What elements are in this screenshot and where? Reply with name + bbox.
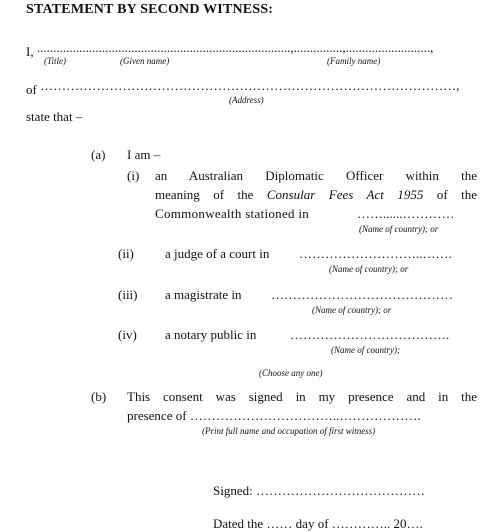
- hint-family-name: (Family name): [327, 56, 381, 66]
- name-entry-field[interactable]: ..............................................................................,...............,..........................,: [36, 40, 434, 55]
- hint-country-i: (Name of country); or: [359, 224, 439, 234]
- item-b-line1: This consent was signed in my presence and in the: [127, 389, 477, 404]
- signed-label: Signed:: [213, 483, 253, 498]
- item-ii-text: a judge of a court in: [165, 246, 270, 261]
- item-b-line2-pre: presence of: [127, 408, 187, 423]
- item-i-line3-pre: Commonwealth stationed in: [155, 206, 310, 221]
- address-entry-field[interactable]: ……………………………………………………………………………………,: [40, 78, 460, 93]
- act-name: Consular Fees Act 1955: [266, 187, 424, 202]
- country-ii-entry-field[interactable]: ………………………..…….: [299, 246, 452, 261]
- item-i-label: (i): [127, 168, 140, 183]
- state-that-text: state that –: [26, 109, 83, 124]
- item-b-line2: [127, 408, 421, 424]
- item-i-line1: an Australian Diplomatic Officer within the: [155, 168, 477, 183]
- item-iii-label: (iii): [118, 287, 138, 302]
- first-witness-entry-field[interactable]: ……………………………..……………….: [189, 408, 421, 423]
- item-ii-label: (ii): [118, 246, 134, 261]
- dated-line[interactable]: Dated the …… day of ………….. 20….: [213, 516, 423, 531]
- hint-given-name: (Given name): [120, 56, 170, 66]
- statement-heading: STATEMENT BY SECOND WITNESS:: [26, 2, 274, 17]
- item-a-lead: I am –: [127, 147, 161, 162]
- address-line-prefix: of: [26, 82, 41, 97]
- hint-first-witness: (Print full name and occupation of first witness): [202, 426, 376, 436]
- item-iii-text: a magistrate in: [165, 287, 242, 302]
- country-iii-entry-field[interactable]: ……………………………………: [271, 287, 453, 302]
- item-i-line2-post: of the: [423, 187, 477, 202]
- hint-address: (Address): [229, 95, 264, 105]
- hint-country-iii: (Name of country); or: [312, 305, 392, 315]
- item-a-label: (a): [91, 147, 106, 162]
- signature-entry-field[interactable]: …………………………………: [255, 483, 425, 498]
- hint-country-ii: (Name of country); or: [329, 264, 409, 274]
- item-i-line2: [155, 187, 477, 203]
- item-i-line3: [155, 206, 309, 222]
- item-i-line2-pre: meaning of the: [155, 187, 267, 202]
- country-i-entry-field[interactable]: ……......…………: [357, 206, 455, 221]
- name-line: [26, 40, 474, 60]
- country-iv-entry-field[interactable]: ……………………………….: [290, 327, 450, 342]
- item-iv-label: (iv): [118, 327, 137, 342]
- hint-country-iv: (Name of country);: [331, 345, 400, 355]
- name-line-prefix: I,: [26, 44, 37, 59]
- item-iv-text: a notary public in: [165, 327, 257, 342]
- hint-title: (Title): [44, 56, 66, 66]
- choose-any-one-note: (Choose any one): [259, 368, 323, 378]
- item-b-label: (b): [91, 389, 107, 404]
- signed-line: [213, 483, 425, 499]
